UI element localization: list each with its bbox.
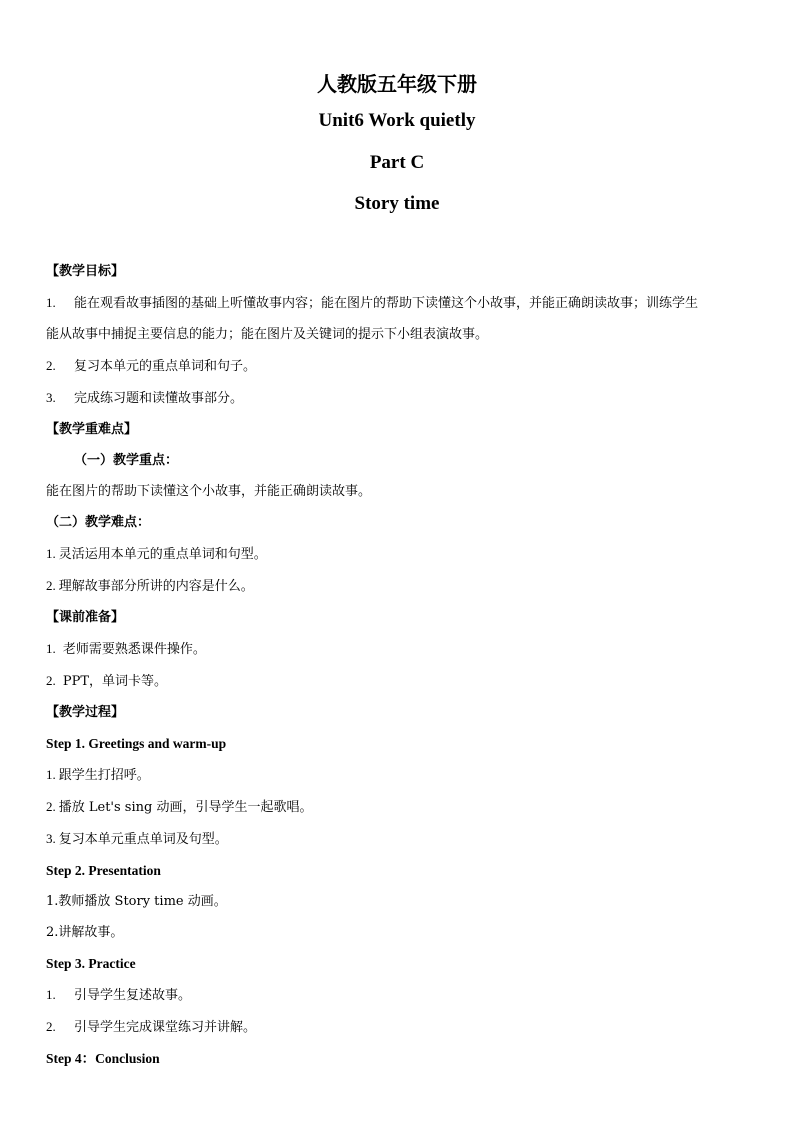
step-1-item-3-text: 复习本单元重点单词及句型。 bbox=[58, 832, 228, 847]
step-1-item-2-number: 2. bbox=[46, 799, 56, 814]
objective-1-text: 能在观看故事插图的基础上听懂故事内容；能在图片的帮助下读懂这个小故事，并能正确朗读故事；训练学生 bbox=[74, 296, 699, 311]
step-3-item-1-number: 1. bbox=[46, 987, 56, 1002]
preparation-item-2 bbox=[46, 671, 756, 692]
objective-3-text: 完成练习题和读懂故事部分。 bbox=[74, 391, 244, 406]
objective-1-continuation: 能从故事中捕捉主要信息的能力；能在图片及关键词的提示下小组表演故事。 bbox=[46, 327, 489, 342]
step-3-item-1-text: 引导学生复述故事。 bbox=[74, 988, 192, 1003]
step-2-item-1: 1.教师播放 Story time 动画。 bbox=[46, 894, 227, 909]
objective-2-number: 2. bbox=[46, 358, 56, 373]
step-1-item-2-text: 播放 Let's sing 动画，引导学生一起歌唱。 bbox=[58, 800, 313, 815]
step-3-heading: Step 3. Practice bbox=[46, 956, 136, 971]
step-4-heading: Step 4：Conclusion bbox=[46, 1051, 160, 1066]
step-3-item-2-text: 引导学生完成课堂练习并讲解。 bbox=[74, 1020, 257, 1035]
difficult-point-item-2 bbox=[46, 576, 756, 597]
document-title: 人教版五年级下册 bbox=[317, 74, 477, 96]
objective-3-number: 3. bbox=[46, 390, 56, 405]
objective-item-2 bbox=[46, 356, 756, 377]
difficult-point-1-text: 灵活运用本单元的重点单词和句型。 bbox=[58, 547, 267, 562]
difficult-point-item-1 bbox=[46, 544, 756, 565]
step-3-item-2 bbox=[46, 1017, 756, 1038]
step-1-item-2 bbox=[46, 797, 756, 818]
difficult-point-subheading: （二）教学难点： bbox=[46, 515, 151, 530]
document-body bbox=[46, 262, 756, 1080]
key-points-heading: 【教学重难点】 bbox=[46, 422, 138, 437]
preparation-1-text: 老师需要熟悉课件操作。 bbox=[62, 642, 206, 657]
key-point-subheading: （一）教学重点： bbox=[74, 453, 179, 468]
preparation-2-number: 2. bbox=[46, 673, 56, 688]
objective-2-text: 复习本单元的重点单词和句子。 bbox=[74, 359, 257, 374]
difficult-point-2-text: 理解故事部分所讲的内容是什么。 bbox=[58, 579, 254, 594]
difficult-point-2-number: 2. bbox=[46, 578, 56, 593]
objective-item-1 bbox=[46, 293, 756, 345]
step-2-item-2: 2.讲解故事。 bbox=[46, 925, 124, 940]
part-title: Part C bbox=[369, 152, 425, 173]
preparation-heading: 【课前准备】 bbox=[46, 610, 125, 625]
unit-title: Unit6 Work quietly bbox=[318, 110, 476, 131]
step-1-item-1-number: 1. bbox=[46, 767, 56, 782]
key-point-text: 能在图片的帮助下读懂这个小故事，并能正确朗读故事。 bbox=[46, 484, 372, 499]
step-2-heading: Step 2. Presentation bbox=[46, 863, 161, 878]
step-1-item-1 bbox=[46, 765, 756, 786]
difficult-point-1-number: 1. bbox=[46, 546, 56, 561]
step-1-heading: Step 1. Greetings and warm-up bbox=[46, 736, 227, 751]
objective-1-number: 1. bbox=[46, 295, 56, 310]
objective-item-3 bbox=[46, 388, 756, 409]
step-1-item-3 bbox=[46, 829, 756, 850]
process-heading: 【教学过程】 bbox=[46, 705, 125, 720]
preparation-1-number: 1. bbox=[46, 641, 56, 656]
step-1-item-1-text: 跟学生打招呼。 bbox=[58, 768, 150, 783]
preparation-2-text: PPT，单词卡等。 bbox=[62, 674, 168, 689]
story-title: Story time bbox=[354, 193, 440, 214]
step-3-item-1 bbox=[46, 985, 756, 1006]
objectives-heading: 【教学目标】 bbox=[46, 264, 125, 279]
step-3-item-2-number: 2. bbox=[46, 1019, 56, 1034]
preparation-item-1 bbox=[46, 639, 756, 660]
step-1-item-3-number: 3. bbox=[46, 831, 56, 846]
